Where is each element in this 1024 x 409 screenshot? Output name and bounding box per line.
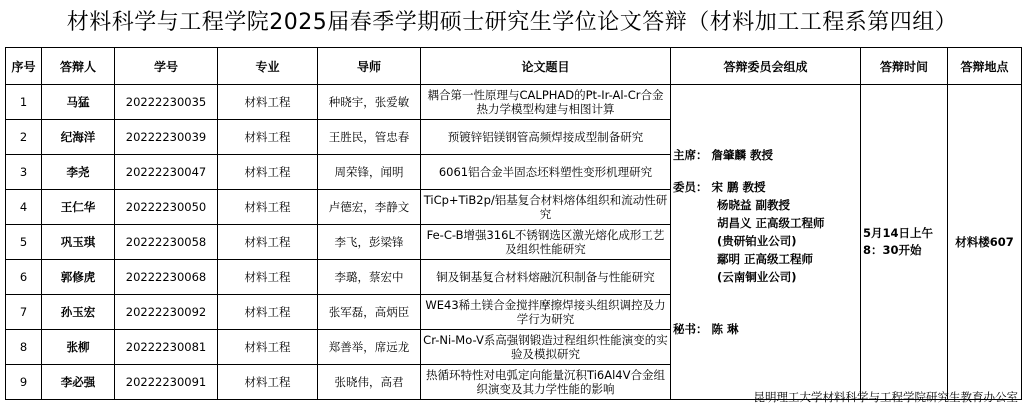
cell-major: 材料工程: [218, 85, 318, 120]
cell-topic: 热循环特性对电弧定向能量沉积Ti6Al4V合金组织演变及其力学性能的影响: [421, 365, 671, 400]
cell-major: 材料工程: [218, 330, 318, 365]
cell-index: 2: [6, 120, 42, 155]
header-committee: 答辩委员会组成: [671, 48, 861, 85]
cell-name: 李尧: [42, 155, 115, 190]
cell-name: 纪海洋: [42, 120, 115, 155]
cell-name: 郭修虎: [42, 260, 115, 295]
defense-time-line1: 5月14日上午: [863, 226, 934, 240]
committee-member-3: 胡昌义 正高级工程师: [717, 216, 825, 230]
cell-name: 王仁华: [42, 190, 115, 225]
cell-name: 孙玉宏: [42, 295, 115, 330]
header-advisor: 导师: [318, 48, 421, 85]
cell-student-id: 20222230050: [115, 190, 218, 225]
cell-student-id: 20222230047: [115, 155, 218, 190]
cell-major: 材料工程: [218, 365, 318, 400]
cell-student-id: 20222230035: [115, 85, 218, 120]
cell-advisor: 王胜民，管忠春: [318, 120, 421, 155]
cell-index: 5: [6, 225, 42, 260]
cell-name: 张柳: [42, 330, 115, 365]
cell-advisor: 周荣锋，闻明: [318, 155, 421, 190]
cell-topic: TiCp+TiB2p/铝基复合材料熔体组织和流动性研究: [421, 190, 671, 225]
cell-major: 材料工程: [218, 190, 318, 225]
cell-index: 6: [6, 260, 42, 295]
cell-advisor: 张军磊，高炳臣: [318, 295, 421, 330]
committee-member-2: 杨晓益 副教授: [717, 198, 791, 212]
committee-cell: [671, 85, 861, 400]
cell-index: 8: [6, 330, 42, 365]
cell-topic: Cr-Ni-Mo-V系高强钢锻造过程组织性能演变的实验及模拟研究: [421, 330, 671, 365]
cell-advisor: 种晓宇，张爱敏: [318, 85, 421, 120]
cell-index: 4: [6, 190, 42, 225]
header-place: 答辩地点: [948, 48, 1022, 85]
cell-major: 材料工程: [218, 295, 318, 330]
header-defender: 答辩人: [42, 48, 115, 85]
header-topic: 论文题目: [421, 48, 671, 85]
cell-student-id: 20222230092: [115, 295, 218, 330]
committee-member-4: 鄢明 正高级工程师: [717, 252, 814, 266]
cell-major: 材料工程: [218, 260, 318, 295]
cell-index: 9: [6, 365, 42, 400]
cell-major: 材料工程: [218, 225, 318, 260]
committee-chair: 主席： 詹肇麟 教授: [673, 148, 774, 162]
cell-student-id: 20222230058: [115, 225, 218, 260]
cell-student-id: 20222230091: [115, 365, 218, 400]
defense-time-cell: [861, 85, 948, 400]
committee-member-3-org: (贵研铂业公司): [717, 234, 797, 248]
cell-index: 3: [6, 155, 42, 190]
table-header-row: [6, 48, 1022, 85]
cell-student-id: 20222230068: [115, 260, 218, 295]
cell-topic: WE43稀土镁合金搅拌摩擦焊接头组织调控及力学行为研究: [421, 295, 671, 330]
cell-topic: Fe-C-B增强316L不锈钢选区激光熔化成形工艺及组织性能研究: [421, 225, 671, 260]
cell-student-id: 20222230081: [115, 330, 218, 365]
defense-place-cell: 材料楼607: [948, 85, 1022, 400]
cell-topic: 铜及铜基复合材料熔融沉积制备与性能研究: [421, 260, 671, 295]
cell-advisor: 李璐，蔡宏中: [318, 260, 421, 295]
cell-advisor: 卢德宏，李静文: [318, 190, 421, 225]
committee-member-4-org: (云南铜业公司): [717, 270, 797, 284]
cell-advisor: 李飞，彭梁锋: [318, 225, 421, 260]
defense-time-line2: 8：30开始: [863, 243, 922, 257]
page-title: 材料科学与工程学院2025届春季学期硕士研究生学位论文答辩（材料加工工程系第四组）: [66, 10, 958, 35]
cell-index: 1: [6, 85, 42, 120]
cell-name: 马猛: [42, 85, 115, 120]
cell-index: 7: [6, 295, 42, 330]
header-major: 专业: [218, 48, 318, 85]
table-row: [6, 85, 1022, 120]
cell-major: 材料工程: [218, 120, 318, 155]
header-time: 答辩时间: [861, 48, 948, 85]
cell-advisor: 张晓伟，高君: [318, 365, 421, 400]
cell-advisor: 郑善举，席远龙: [318, 330, 421, 365]
cell-name: 巩玉琪: [42, 225, 115, 260]
cell-topic: 预镀锌铝镁钢管高频焊接成型制备研究: [421, 120, 671, 155]
cell-name: 李必强: [42, 365, 115, 400]
defense-schedule-table: [5, 47, 1022, 400]
header-index: 序号: [6, 48, 42, 85]
committee-secretary: 秘书： 陈 琳: [673, 322, 739, 336]
footer-issuer: 昆明理工大学材料科学与工程学院研究生教育办公室: [753, 390, 1018, 404]
cell-topic: 耦合第一性原理与CALPHAD的Pt-Ir-Al-Cr合金热力学模型构建与相图计算: [421, 85, 671, 120]
header-student-id: 学号: [115, 48, 218, 85]
committee-member-1: 委员： 宋 鹏 教授: [673, 180, 766, 194]
cell-topic: 6061铝合金半固态坯料塑性变形机理研究: [421, 155, 671, 190]
cell-student-id: 20222230039: [115, 120, 218, 155]
cell-major: 材料工程: [218, 155, 318, 190]
